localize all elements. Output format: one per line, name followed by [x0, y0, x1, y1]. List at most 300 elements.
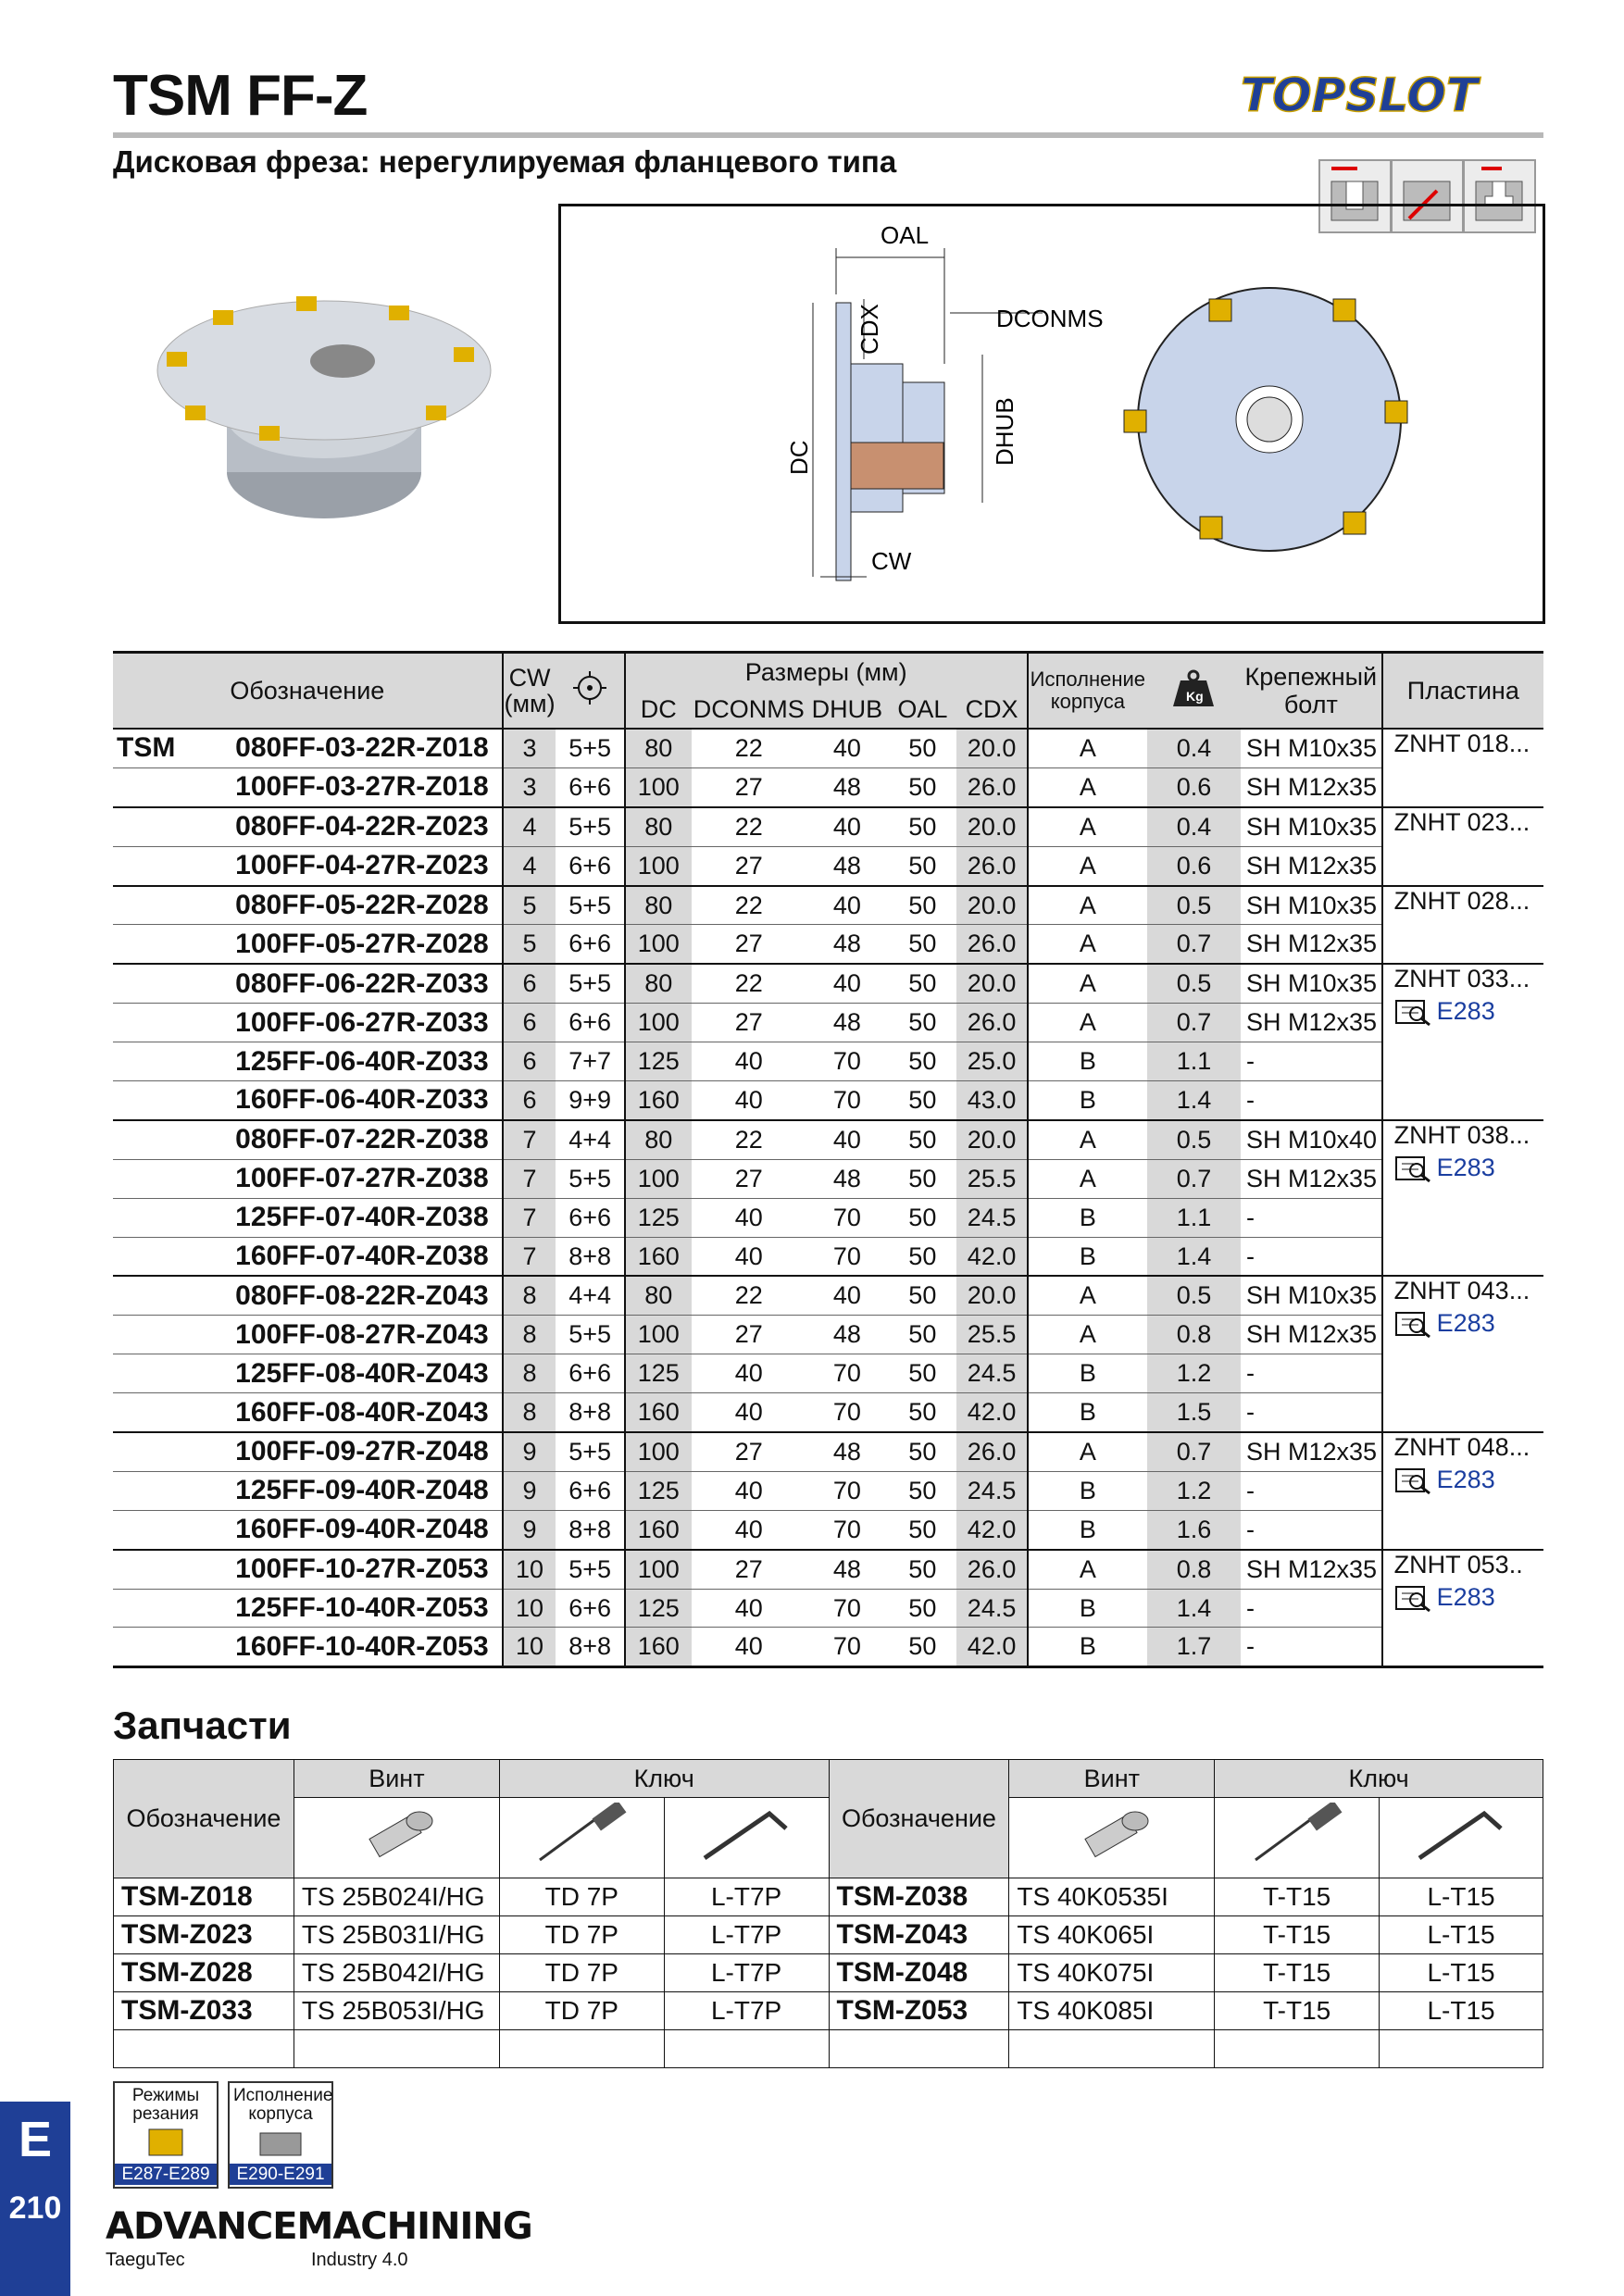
- cell-cdx: 20.0: [956, 1120, 1027, 1159]
- section-letter: E: [18, 2112, 53, 2167]
- cell-bolt: -: [1241, 1354, 1382, 1393]
- cell-bolt: -: [1241, 1198, 1382, 1237]
- screwdriver-icon: [1215, 1798, 1380, 1878]
- cell-dhub: 40: [806, 964, 889, 1003]
- table-row: [113, 1081, 1543, 1120]
- cell-cw: 8: [503, 1354, 556, 1393]
- cell-cw: 6: [503, 964, 556, 1003]
- insert-cell: [1382, 886, 1543, 965]
- spares-designation: TSM-Z023: [114, 1916, 294, 1954]
- spares-header-key-left: Ключ: [499, 1760, 829, 1798]
- row-designation: [113, 964, 503, 1003]
- cell-dhub: 70: [806, 1042, 889, 1081]
- cell-dc: 125: [625, 1471, 692, 1510]
- hex-key-icon: [664, 1798, 829, 1878]
- cell-body: B: [1028, 1471, 1147, 1510]
- catalog-reference-icon: [1394, 1467, 1433, 1495]
- cell-teeth: 6+6: [556, 846, 624, 885]
- table-row: [113, 1120, 1543, 1159]
- cell-dc: 80: [625, 964, 692, 1003]
- spares-designation: TSM-Z053: [829, 1992, 1009, 2030]
- cell-dhub: 70: [806, 1354, 889, 1393]
- cell-body: B: [1028, 1589, 1147, 1628]
- cell-cw: 7: [503, 1159, 556, 1198]
- cell-cdx: 25.5: [956, 1159, 1027, 1198]
- spares-designation: TSM-Z033: [114, 1992, 294, 2030]
- row-designation: [113, 1042, 503, 1081]
- page-reference[interactable]: E283: [1436, 1466, 1495, 1494]
- cell-dconms: 22: [692, 729, 806, 767]
- cell-dconms: 40: [692, 1471, 806, 1510]
- insert-code: ZNHT 048...: [1393, 1433, 1530, 1462]
- taegutec-label: TaeguTec: [106, 2250, 185, 2270]
- cell-kg: 1.4: [1147, 1081, 1241, 1120]
- cell-teeth: 5+5: [556, 729, 624, 767]
- spares-key1: TD 7P: [499, 1992, 664, 2030]
- cell-cdx: 26.0: [956, 767, 1027, 806]
- cell-cw: 10: [503, 1628, 556, 1667]
- cell-dc: 100: [625, 1316, 692, 1354]
- cell-kg: 0.6: [1147, 846, 1241, 885]
- cell-teeth: 8+8: [556, 1510, 624, 1549]
- row-designation: [113, 1432, 503, 1471]
- cell-dc: 160: [625, 1393, 692, 1432]
- cell-dconms: 40: [692, 1237, 806, 1276]
- cell-cw: 9: [503, 1471, 556, 1510]
- cell-bolt: -: [1241, 1628, 1382, 1667]
- header-designation: Обозначение: [113, 653, 503, 730]
- table-row: [113, 1589, 1543, 1628]
- cell-dconms: 27: [692, 1159, 806, 1198]
- spares-designation: TSM-Z038: [829, 1878, 1009, 1916]
- body-design-ref[interactable]: E290-E291: [230, 2164, 331, 2185]
- cell-dhub: 40: [806, 886, 889, 925]
- header-bolt: Крепежный болт: [1241, 653, 1382, 730]
- spares-row: [114, 1878, 1543, 1916]
- cell-bolt: SH M10x35: [1241, 807, 1382, 846]
- spares-key2: L-T7P: [664, 1916, 829, 1954]
- spares-key1: TD 7P: [499, 1916, 664, 1954]
- cell-kg: 0.8: [1147, 1316, 1241, 1354]
- cell-body: B: [1028, 1354, 1147, 1393]
- cell-body: A: [1028, 886, 1147, 925]
- spares-key1: T-T15: [1215, 1992, 1380, 2030]
- cell-dconms: 22: [692, 964, 806, 1003]
- cell-bolt: SH M10x35: [1241, 1276, 1382, 1315]
- row-designation: [113, 1316, 503, 1354]
- cell-teeth: 4+4: [556, 1120, 624, 1159]
- cell-teeth: 7+7: [556, 1042, 624, 1081]
- cell-bolt: -: [1241, 1042, 1382, 1081]
- screw-icon: [1009, 1798, 1215, 1878]
- cell-oal: 50: [888, 1081, 956, 1120]
- row-designation: [113, 925, 503, 964]
- cell-dconms: 27: [692, 925, 806, 964]
- cell-dconms: 22: [692, 1276, 806, 1315]
- cell-bolt: -: [1241, 1237, 1382, 1276]
- table-row: [113, 1237, 1543, 1276]
- designation-code: 100FF-07-27R-Z038: [235, 1163, 489, 1194]
- cell-dc: 100: [625, 767, 692, 806]
- cell-kg: 0.7: [1147, 925, 1241, 964]
- table-row: [113, 1432, 1543, 1471]
- table-row: [113, 1550, 1543, 1589]
- cell-dconms: 40: [692, 1354, 806, 1393]
- spares-key2: L-T7P: [664, 1954, 829, 1992]
- cell-dconms: 40: [692, 1198, 806, 1237]
- cell-dc: 160: [625, 1081, 692, 1120]
- header-dc: DC: [625, 691, 692, 729]
- cell-dconms: 27: [692, 1432, 806, 1471]
- header-cw: [503, 653, 556, 730]
- row-designation: [113, 1471, 503, 1510]
- cell-cw: 5: [503, 886, 556, 925]
- cell-oal: 50: [888, 1159, 956, 1198]
- insert-cell: [1382, 1432, 1543, 1550]
- cell-cdx: 42.0: [956, 1237, 1027, 1276]
- cell-dhub: 48: [806, 1550, 889, 1589]
- cell-cdx: 42.0: [956, 1628, 1027, 1667]
- cell-kg: 1.4: [1147, 1237, 1241, 1276]
- table-row: [113, 1510, 1543, 1549]
- catalog-reference-icon: [1394, 1155, 1433, 1183]
- cell-dconms: 40: [692, 1589, 806, 1628]
- designation-code: 080FF-04-22R-Z023: [235, 811, 489, 842]
- cell-dhub: 70: [806, 1589, 889, 1628]
- cell-dhub: 70: [806, 1198, 889, 1237]
- spares-screw: TS 25B031I/HG: [294, 1916, 499, 1954]
- page-reference[interactable]: E283: [1436, 1153, 1495, 1181]
- cell-cw: 9: [503, 1432, 556, 1471]
- table-row: [113, 964, 1543, 1003]
- designation-code: 160FF-08-40R-Z043: [235, 1396, 489, 1428]
- cell-bolt: SH M10x35: [1241, 964, 1382, 1003]
- cell-teeth: 5+5: [556, 886, 624, 925]
- cell-kg: 0.7: [1147, 1432, 1241, 1471]
- topslot-logo: [1231, 63, 1546, 128]
- cell-dc: 80: [625, 807, 692, 846]
- teeth-count-icon: [556, 653, 624, 730]
- cell-dconms: 27: [692, 767, 806, 806]
- cell-body: A: [1028, 807, 1147, 846]
- cell-cw: 7: [503, 1198, 556, 1237]
- spares-key1: TD 7P: [499, 1954, 664, 1992]
- designation-code: 080FF-05-22R-Z028: [235, 890, 489, 920]
- table-row: [113, 1471, 1543, 1510]
- insert-code: ZNHT 033...: [1393, 965, 1530, 993]
- cell-dc: 125: [625, 1198, 692, 1237]
- spares-designation: TSM-Z028: [114, 1954, 294, 1992]
- designation-code: 080FF-07-22R-Z038: [235, 1124, 489, 1155]
- cell-body: A: [1028, 1159, 1147, 1198]
- insert-reference[interactable]: [1394, 997, 1543, 1027]
- row-designation: [113, 1159, 503, 1198]
- cutting-modes-ref[interactable]: E287-E289: [115, 2164, 217, 2185]
- designation-code: 080FF-08-22R-Z043: [235, 1279, 489, 1311]
- row-designation: [113, 729, 503, 767]
- cell-cdx: 24.5: [956, 1354, 1027, 1393]
- row-designation: [113, 807, 503, 846]
- cell-cdx: 26.0: [956, 846, 1027, 885]
- designation-code: 160FF-07-40R-Z038: [235, 1241, 489, 1272]
- cell-body: A: [1028, 1120, 1147, 1159]
- cell-bolt: SH M12x35: [1241, 1432, 1382, 1471]
- cell-kg: 1.4: [1147, 1589, 1241, 1628]
- cell-cdx: 26.0: [956, 1432, 1027, 1471]
- insert-cell: [1382, 1550, 1543, 1667]
- cell-dconms: 27: [692, 1550, 806, 1589]
- table-row: [113, 846, 1543, 885]
- header-rule: [113, 132, 1543, 138]
- cell-dhub: 40: [806, 729, 889, 767]
- cell-dc: 100: [625, 1159, 692, 1198]
- designation-code: 160FF-09-40R-Z048: [235, 1514, 489, 1545]
- spares-row: [114, 1954, 1543, 1992]
- cell-dconms: 40: [692, 1393, 806, 1432]
- row-designation: [113, 1237, 503, 1276]
- spares-screw: TS 40K065I: [1009, 1916, 1215, 1954]
- cell-bolt: -: [1241, 1393, 1382, 1432]
- cell-bolt: SH M10x40: [1241, 1120, 1382, 1159]
- row-designation: [113, 1589, 503, 1628]
- cell-dhub: 70: [806, 1393, 889, 1432]
- cell-oal: 50: [888, 1120, 956, 1159]
- cell-dconms: 27: [692, 1004, 806, 1042]
- cell-cw: 3: [503, 767, 556, 806]
- designation-code: 125FF-09-40R-Z048: [235, 1475, 489, 1506]
- spares-header-designation-left: Обозначение: [114, 1760, 294, 1878]
- header-cdx: CDX: [956, 691, 1027, 729]
- cell-body: B: [1028, 1510, 1147, 1549]
- header-cw-label: CW: [508, 664, 551, 692]
- hex-key-icon: [1380, 1798, 1543, 1878]
- cell-teeth: 4+4: [556, 1276, 624, 1315]
- cell-cdx: 24.5: [956, 1198, 1027, 1237]
- table-row: [113, 729, 1543, 767]
- cell-kg: 0.5: [1147, 964, 1241, 1003]
- cell-kg: 1.7: [1147, 1628, 1241, 1667]
- designation-code: 160FF-10-40R-Z053: [235, 1630, 489, 1662]
- cell-dconms: 40: [692, 1510, 806, 1549]
- cell-cdx: 26.0: [956, 1550, 1027, 1589]
- cell-teeth: 6+6: [556, 925, 624, 964]
- header-body-design: Исполнение корпуса: [1028, 653, 1147, 730]
- insert-reference[interactable]: [1394, 1154, 1543, 1183]
- spares-empty-cell: [1215, 2030, 1380, 2068]
- cell-cdx: 24.5: [956, 1471, 1027, 1510]
- section-tab: [0, 2102, 70, 2296]
- cell-cdx: 25.0: [956, 1042, 1027, 1081]
- spares-empty-cell: [1009, 2030, 1215, 2068]
- spares-key1: T-T15: [1215, 1916, 1380, 1954]
- cell-bolt: -: [1241, 1471, 1382, 1510]
- spares-designation: TSM-Z048: [829, 1954, 1009, 1992]
- cell-body: A: [1028, 1004, 1147, 1042]
- spares-header-screw-right: Винт: [1009, 1760, 1215, 1798]
- cell-oal: 50: [888, 886, 956, 925]
- catalog-reference-icon: [1394, 999, 1433, 1027]
- insert-cell: [1382, 1120, 1543, 1277]
- cell-bolt: SH M12x35: [1241, 767, 1382, 806]
- table-row: [113, 886, 1543, 925]
- page-reference[interactable]: E283: [1436, 1582, 1495, 1611]
- table-row: [113, 807, 1543, 846]
- cell-cw: 4: [503, 846, 556, 885]
- cell-kg: 0.6: [1147, 767, 1241, 806]
- catalog-reference-icon: [1394, 1311, 1433, 1339]
- cell-dc: 100: [625, 1432, 692, 1471]
- designation-code: 125FF-06-40R-Z033: [235, 1045, 489, 1077]
- cell-cw: 10: [503, 1589, 556, 1628]
- page-reference[interactable]: E283: [1436, 1309, 1495, 1338]
- cell-body: B: [1028, 1393, 1147, 1432]
- cell-cdx: 20.0: [956, 886, 1027, 925]
- spares-screw: TS 40K075I: [1009, 1954, 1215, 1992]
- cell-body: B: [1028, 1081, 1147, 1120]
- row-designation: [113, 1393, 503, 1432]
- cell-cdx: 42.0: [956, 1510, 1027, 1549]
- insert-cell: [1382, 964, 1543, 1120]
- cell-cdx: 26.0: [956, 1004, 1027, 1042]
- row-designation: [113, 1004, 503, 1042]
- spares-empty-cell: [664, 2030, 829, 2068]
- cell-dhub: 48: [806, 846, 889, 885]
- insert-code: ZNHT 018...: [1393, 730, 1530, 757]
- table-row: [113, 925, 1543, 964]
- cell-oal: 50: [888, 1004, 956, 1042]
- cell-teeth: 8+8: [556, 1237, 624, 1276]
- advance-machining-logo: ADVANCEMACHINING: [106, 2205, 532, 2248]
- cell-teeth: 5+5: [556, 1316, 624, 1354]
- cell-cw: 7: [503, 1237, 556, 1276]
- cell-bolt: SH M12x35: [1241, 1316, 1382, 1354]
- cell-dhub: 48: [806, 1159, 889, 1198]
- designation-code: 125FF-08-40R-Z043: [235, 1357, 489, 1389]
- row-designation: [113, 1550, 503, 1589]
- cell-oal: 50: [888, 1471, 956, 1510]
- cell-dhub: 70: [806, 1081, 889, 1120]
- row-designation: [113, 1276, 503, 1315]
- designation-code: 100FF-05-27R-Z028: [235, 928, 489, 959]
- spares-key2: L-T7P: [664, 1992, 829, 2030]
- cell-oal: 50: [888, 767, 956, 806]
- cell-kg: 1.1: [1147, 1042, 1241, 1081]
- insert-reference[interactable]: [1394, 1583, 1543, 1613]
- cutting-modes-label: Режимы резания: [131, 2086, 200, 2124]
- table-row: [113, 1316, 1543, 1354]
- cell-body: A: [1028, 1550, 1147, 1589]
- cell-oal: 50: [888, 1628, 956, 1667]
- cell-kg: 0.5: [1147, 886, 1241, 925]
- cell-teeth: 6+6: [556, 1354, 624, 1393]
- cell-cdx: 20.0: [956, 1276, 1027, 1315]
- row-designation: [113, 1081, 503, 1120]
- cell-teeth: 5+5: [556, 1550, 624, 1589]
- cell-dc: 80: [625, 1120, 692, 1159]
- cell-body: A: [1028, 964, 1147, 1003]
- table-row: [113, 1159, 1543, 1198]
- designation-code: 100FF-09-27R-Z048: [235, 1436, 489, 1467]
- cell-cw: 4: [503, 807, 556, 846]
- weight-icon: [1147, 653, 1241, 730]
- spares-screw: TS 25B042I/HG: [294, 1954, 499, 1992]
- body-icon: [253, 2124, 308, 2161]
- header-dhub: DHUB: [806, 691, 889, 729]
- spares-key2: L-T15: [1380, 1954, 1543, 1992]
- cell-body: B: [1028, 1628, 1147, 1667]
- cell-cw: 5: [503, 925, 556, 964]
- industry-label: Industry 4.0: [311, 2250, 408, 2270]
- insert-reference[interactable]: [1394, 1309, 1543, 1339]
- spares-header-screw-left: Винт: [294, 1760, 499, 1798]
- page-number: 210: [8, 2190, 62, 2226]
- table-row: [113, 1042, 1543, 1081]
- cell-oal: 50: [888, 1393, 956, 1432]
- cell-body: A: [1028, 1276, 1147, 1315]
- cell-oal: 50: [888, 807, 956, 846]
- cell-oal: 50: [888, 729, 956, 767]
- cw-label: CW: [871, 547, 912, 575]
- cell-teeth: 6+6: [556, 1198, 624, 1237]
- cell-cdx: 24.5: [956, 1589, 1027, 1628]
- cell-dhub: 70: [806, 1628, 889, 1667]
- cell-dc: 160: [625, 1510, 692, 1549]
- spares-empty-cell: [114, 2030, 294, 2068]
- cell-cw: 7: [503, 1120, 556, 1159]
- cell-teeth: 6+6: [556, 767, 624, 806]
- row-designation: [113, 1120, 503, 1159]
- spares-empty-cell: [829, 2030, 1009, 2068]
- spares-key2: L-T15: [1380, 1916, 1543, 1954]
- table-row: [113, 1393, 1543, 1432]
- cell-bolt: SH M10x35: [1241, 886, 1382, 925]
- cell-teeth: 5+5: [556, 964, 624, 1003]
- cell-dc: 125: [625, 1354, 692, 1393]
- cell-dconms: 27: [692, 846, 806, 885]
- page-reference[interactable]: E283: [1436, 997, 1495, 1026]
- header-insert: Пластина: [1382, 653, 1543, 730]
- cell-kg: 0.4: [1147, 729, 1241, 767]
- cell-dc: 125: [625, 1589, 692, 1628]
- cell-cdx: 25.5: [956, 1316, 1027, 1354]
- designation-code: 080FF-03-22R-Z018: [235, 732, 489, 764]
- weight-icon-text: Kg: [1186, 688, 1205, 704]
- insert-cell: [1382, 807, 1543, 886]
- cell-dconms: 27: [692, 1316, 806, 1354]
- cell-cdx: 43.0: [956, 1081, 1027, 1120]
- cell-kg: 0.7: [1147, 1159, 1241, 1198]
- cdx-label: CDX: [856, 304, 883, 355]
- cell-oal: 50: [888, 1589, 956, 1628]
- row-designation: [113, 846, 503, 885]
- cell-dc: 100: [625, 846, 692, 885]
- cell-teeth: 9+9: [556, 1081, 624, 1120]
- cell-dc: 125: [625, 1042, 692, 1081]
- spares-header-key-right: Ключ: [1215, 1760, 1543, 1798]
- cell-dhub: 70: [806, 1237, 889, 1276]
- product-table: [113, 651, 1543, 1668]
- insert-reference[interactable]: [1394, 1466, 1543, 1495]
- spares-key2: L-T7P: [664, 1878, 829, 1916]
- spares-row: [114, 1992, 1543, 2030]
- insert-code: ZNHT 028...: [1393, 886, 1530, 915]
- cell-dconms: 40: [692, 1042, 806, 1081]
- cell-kg: 1.5: [1147, 1393, 1241, 1432]
- cell-dc: 100: [625, 925, 692, 964]
- spares-key2: L-T15: [1380, 1992, 1543, 2030]
- cell-bolt: SH M12x35: [1241, 846, 1382, 885]
- designation-code: 080FF-06-22R-Z033: [235, 967, 489, 999]
